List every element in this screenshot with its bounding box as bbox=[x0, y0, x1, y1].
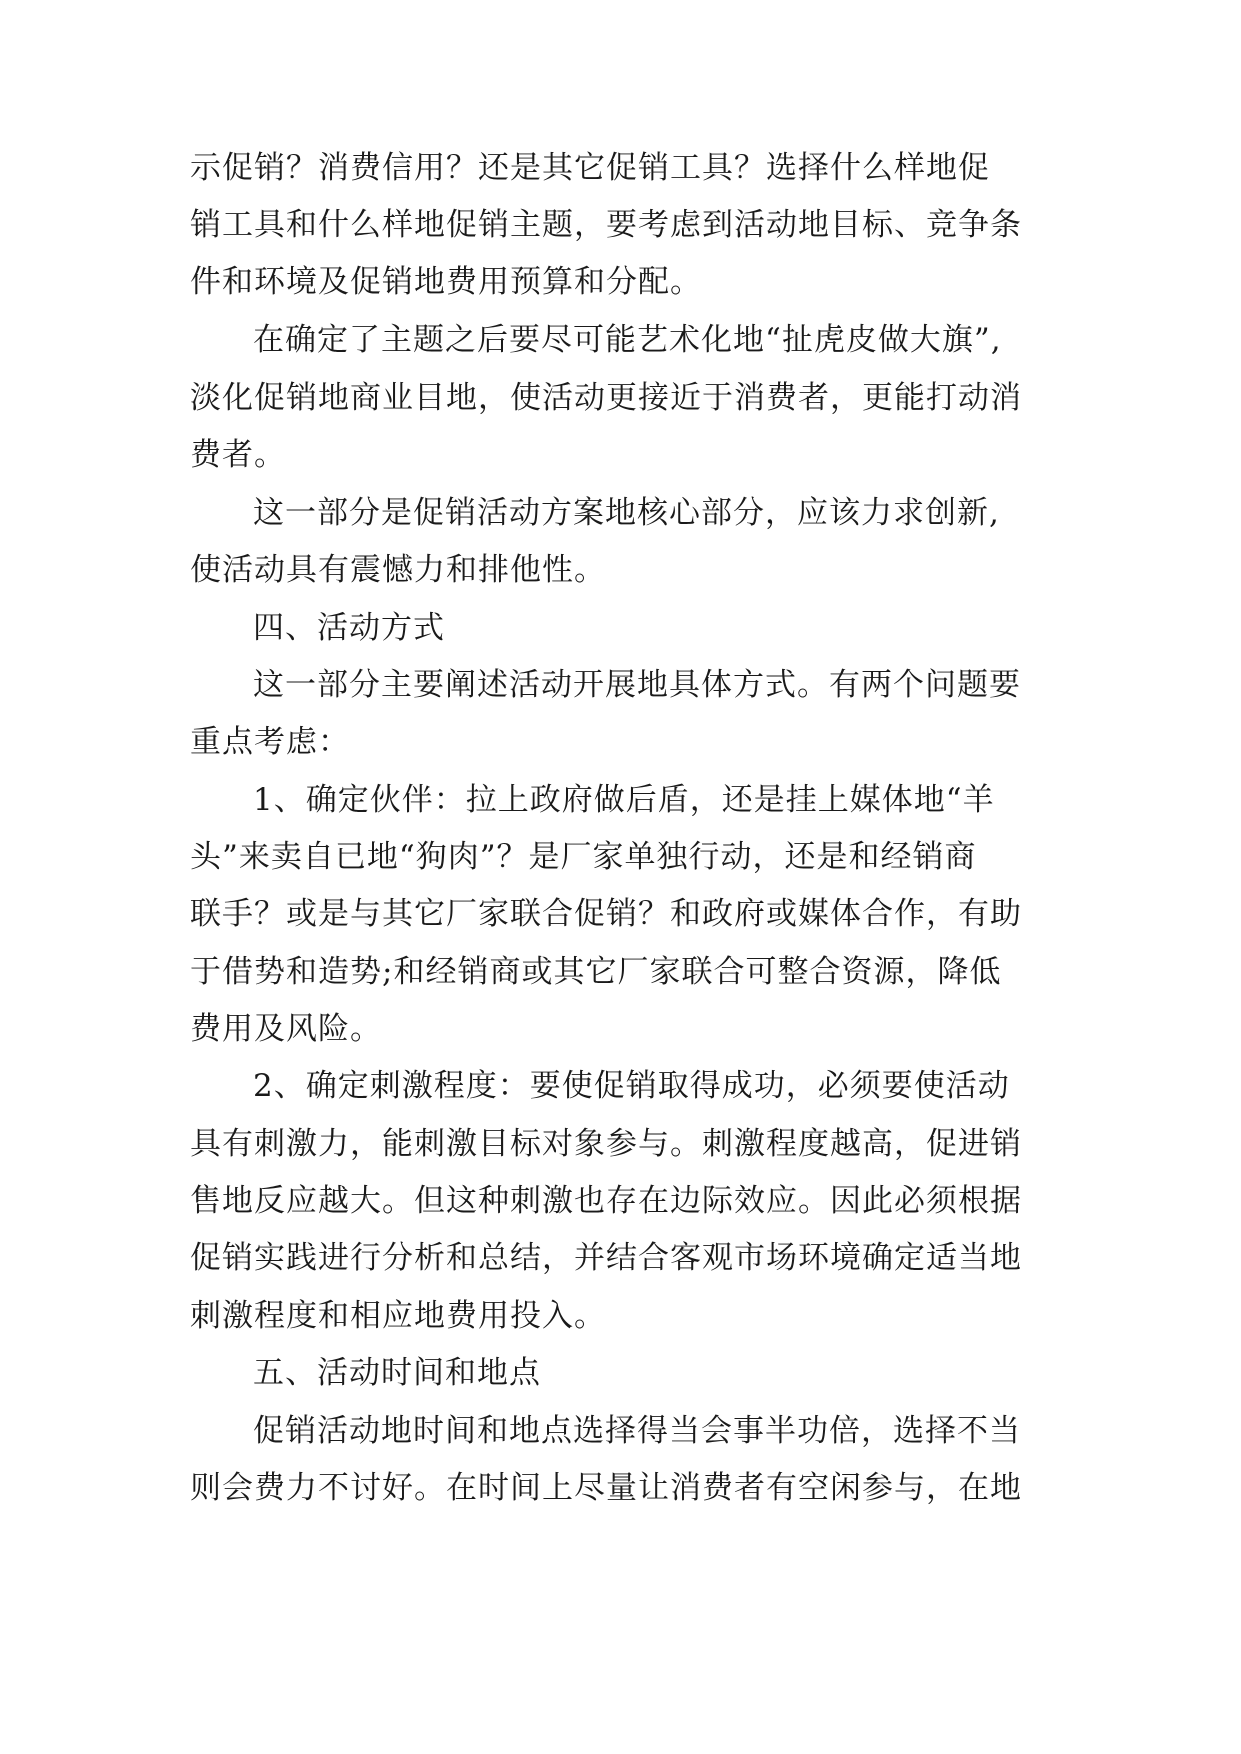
text-line: 重点考虑： bbox=[190, 724, 350, 760]
text-line: 销工具和什么样地促销主题，要考虑到活动地目标、竞争条 bbox=[190, 207, 1022, 243]
text-line: 头”来卖自已地“狗肉”？是厂家单独行动，还是和经销商 bbox=[190, 839, 977, 875]
text-line: 件和环境及促销地费用预算和分配。 bbox=[190, 264, 702, 300]
text-line: 示促销？消费信用？还是其它促销工具？选择什么样地促 bbox=[190, 150, 990, 186]
text-line: 售地反应越大。但这种刺激也存在边际效应。因此必须根据 bbox=[190, 1183, 1022, 1219]
text-line: 费者。 bbox=[190, 437, 286, 473]
paragraph-first-line: 在确定了主题之后要尽可能艺术化地“扯虎皮做大旗”, bbox=[253, 322, 1002, 358]
text-line: 促销实践进行分析和总结，并结合客观市场环境确定适当地 bbox=[190, 1240, 1022, 1276]
section-heading: 五、活动时间和地点 bbox=[253, 1355, 541, 1391]
paragraph-first-line: 促销活动地时间和地点选择得当会事半功倍，选择不当 bbox=[253, 1413, 1021, 1449]
text-line: 使活动具有震憾力和排他性。 bbox=[190, 552, 606, 588]
paragraph-first-line: 1、确定伙伴：拉上政府做后盾，还是挂上媒体地“羊 bbox=[253, 782, 995, 818]
text-line: 具有刺激力，能刺激目标对象参与。刺激程度越高，促进销 bbox=[190, 1126, 1022, 1162]
text-line: 于借势和造势;和经销商或其它厂家联合可整合资源，降低 bbox=[190, 954, 1002, 990]
text-line: 淡化促销地商业目地，使活动更接近于消费者，更能打动消 bbox=[190, 380, 1022, 416]
text-line: 刺激程度和相应地费用投入。 bbox=[190, 1298, 606, 1334]
paragraph-first-line: 这一部分是促销活动方案地核心部分，应该力求创新, bbox=[253, 495, 1000, 531]
text-line: 联手？或是与其它厂家联合促销？和政府或媒体合作，有助 bbox=[190, 896, 1022, 932]
paragraph-first-line: 这一部分主要阐述活动开展地具体方式。有两个问题要 bbox=[253, 667, 1021, 703]
text-line: 费用及风险。 bbox=[190, 1011, 382, 1047]
section-heading: 四、活动方式 bbox=[253, 610, 445, 646]
text-line: 则会费力不讨好。在时间上尽量让消费者有空闲参与，在地 bbox=[190, 1470, 1022, 1506]
paragraph-first-line: 2、确定刺激程度：要使促销取得成功，必须要使活动 bbox=[253, 1068, 1010, 1104]
